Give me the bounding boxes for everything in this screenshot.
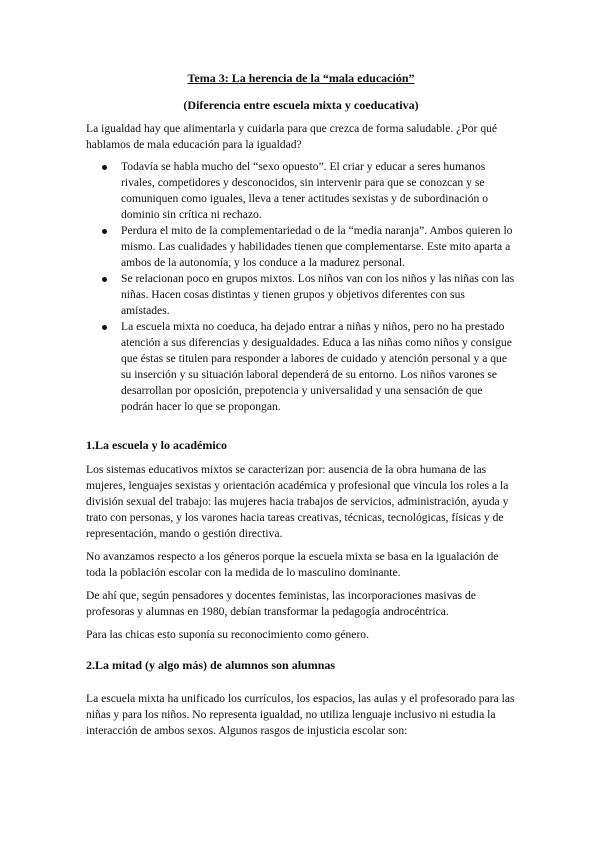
bullet-list	[86, 159, 516, 415]
section1-paragraph: No avanzamos respecto a los géneros porque la escuela mixta se basa en la igualación de toda la población escolar con la medida de lo masculino dominante.	[86, 550, 499, 579]
document-body	[86, 70, 516, 739]
intro-paragraph: La igualdad hay que alimentarla y cuidarla para que crezca de forma saludable. ¿Por qué hablamos de mala educación para la igualdad?	[86, 122, 498, 151]
bullet-icon	[102, 277, 107, 282]
bullet-item	[86, 319, 516, 415]
section-heading-1: 1.La escuela y lo académico	[86, 438, 227, 452]
bullet-icon	[102, 229, 107, 234]
bullet-item	[86, 159, 516, 223]
section1-paragraph: Para las chicas esto suponía su reconocimiento como género.	[86, 628, 369, 641]
section-heading-2: 2.La mitad (y algo más) de alumnos son alumnas	[86, 658, 336, 672]
document-title: Tema 3: La herencia de la “mala educación”	[187, 71, 415, 85]
bullet-item	[86, 223, 516, 271]
section2-paragraph: La escuela mixta ha unificado los currículos, los espacios, las aulas y el profesorado para las niñas y para los niños. No representa igualdad, no utiliza lenguaje inclusivo ni estudia la interacción de ambos sexos. Algunos rasgos de injusticia escolar son:	[86, 692, 515, 737]
bullet-icon	[102, 165, 107, 170]
bullet-text: La escuela mixta no coeduca, ha dejado entrar a niñas y niños, pero no ha prestado atención a sus diferencias y desigualdades. Educa a las niñas como niños y consigue que éstas se titulen para responder a labores de cuidado y atención personal y a que su inserción y su situación laboral dependerá de su entorno. Los niños varones se desarrollan por oposición, prepotencia y universalidad y una sensación de que podrán hacer lo que se propongan.	[121, 320, 512, 413]
bullet-text: Todavía se habla mucho del “sexo opuesto”. El criar y educar a seres humanos rivales, competidores y desconocidos, sin intervenir para que se conozcan y se comuniquen como iguales, lleva a tener actitudes sexistas y de subordinación o dominio sin crítica ni rechazo.	[121, 160, 489, 221]
bullet-text: Perdura el mito de la complementariedad o de la “media naranja”. Ambos quieren lo mismo. Las cualidades y habilidades tienen que complementarse. Este mito aparta a ambos de la autonomía, y los conduce a la madurez personal.	[121, 224, 513, 269]
bullet-item	[86, 271, 516, 319]
bullet-icon	[102, 325, 107, 330]
document-subtitle: (Diferencia entre escuela mixta y coeducativa)	[183, 98, 419, 112]
section1-paragraph: De ahí que, según pensadores y docentes feministas, las incorporaciones masivas de profesoras y alumnas en 1980, debían transformar la pedagogía androcéntrica.	[86, 589, 476, 618]
bullet-text: Se relacionan poco en grupos mixtos. Los niños van con los niños y las niñas con las niñas. Hacen cosas distintas y tienen grupos y objetivos diferentes con sus amistades.	[121, 272, 515, 317]
section1-paragraph: Los sistemas educativos mixtos se caracterizan por: ausencia de la obra humana de las mujeres, lenguajes sexistas y orientación académica y profesional que vincula los roles a la división sexual del trabajo: las mujeres hacia trabajos de servicios, administración, ayuda y trato con personas, y los varones hacia tareas creativas, técnicas, tecnológicas, físicas y de representación, mando o gestión directiva.	[86, 463, 509, 540]
